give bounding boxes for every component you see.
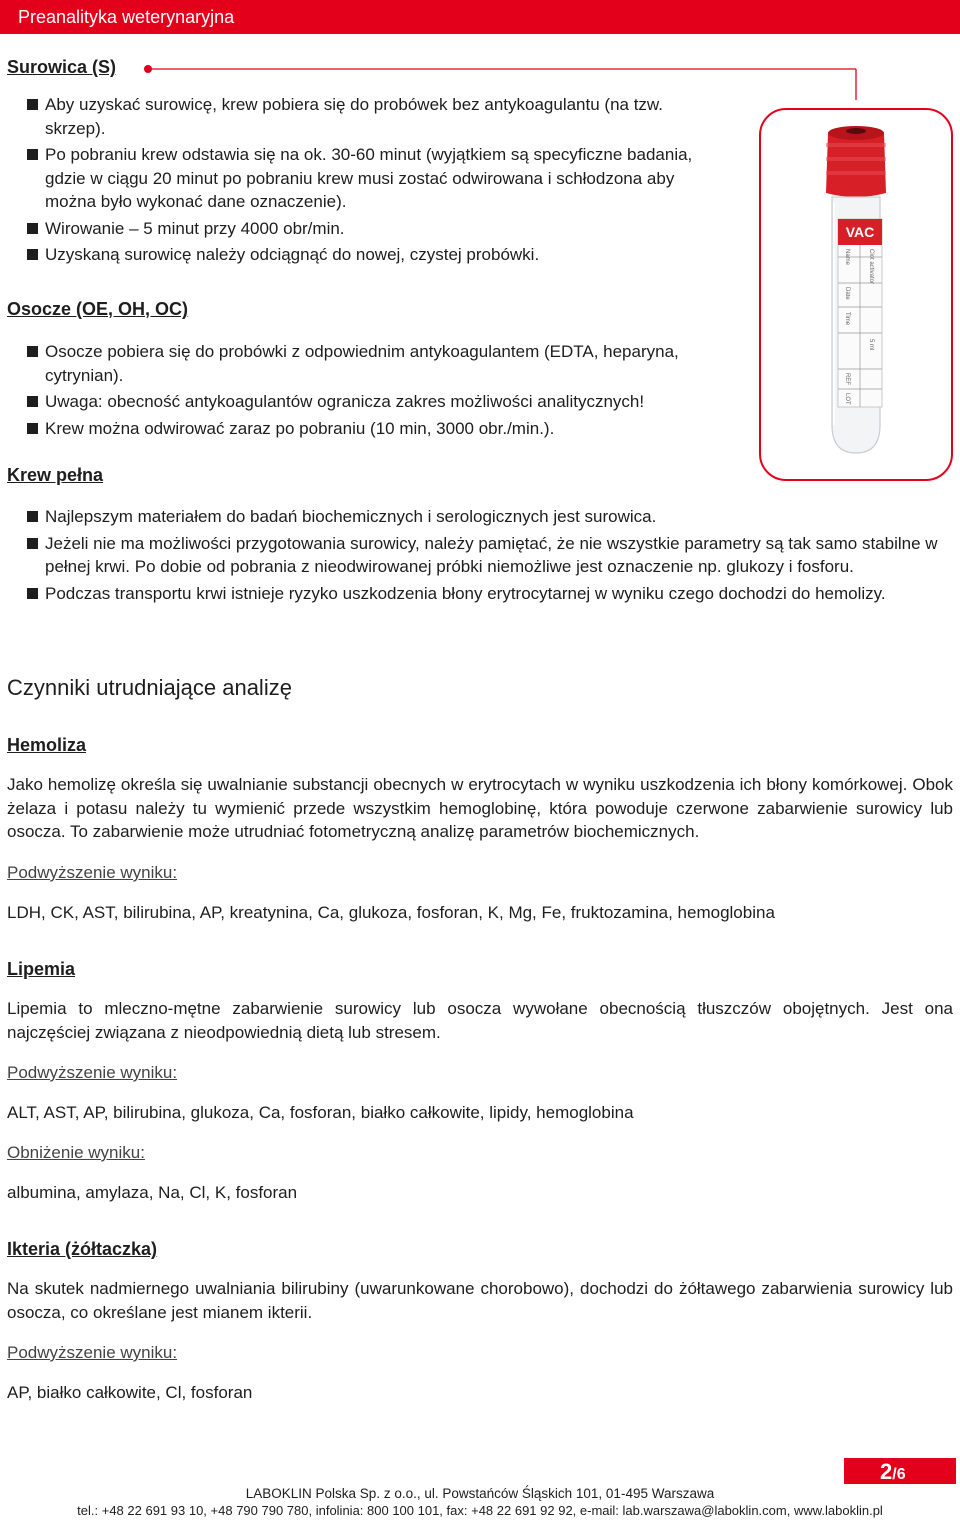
- bullet-square-icon: [27, 423, 38, 434]
- blood-tube-illustration: [758, 107, 954, 482]
- plasma-heading: Osocze (OE, OH, OC): [7, 299, 189, 319]
- bullet-square-icon: [27, 249, 38, 260]
- serum-heading: Surowica (S): [7, 57, 117, 77]
- list-item: Podczas transportu krwi istnieje ryzyko uszkodzenia błony erytrocytarnej w wyniku czego dochodzi do hemolizy.: [7, 582, 905, 606]
- page-total: /6: [892, 1466, 906, 1483]
- serum-bullet-list: [7, 93, 707, 270]
- tube-label-name: Name: [844, 249, 850, 266]
- icterus-text: Na skutek nadmiernego uwalniania bilirubiny (uwarunkowane chorobowo), dochodzi do żółtawego zabarwienia surowicy lub osocza, co określane jest mianem ikterii.: [7, 1279, 953, 1322]
- list-item: Uzyskaną surowicę należy odciągnąć do nowej, czystej probówki.: [7, 243, 707, 267]
- bullet-square-icon: [27, 346, 38, 357]
- whole-blood-heading: Krew pełna: [7, 465, 104, 485]
- bullet-square-icon: [27, 223, 38, 234]
- factors-heading: Czynniki utrudniające analizę: [7, 675, 292, 700]
- lipemia-decrease-label: Obniżenie wyniku:: [7, 1143, 145, 1162]
- lipemia-increase-label: Podwyższenie wyniku:: [7, 1063, 178, 1082]
- hemolysis-heading: Hemoliza: [7, 735, 87, 755]
- lipemia-increase-values: ALT, AST, AP, bilirubina, glukoza, Ca, fosforan, białko całkowite, lipidy, hemoglobina: [7, 1103, 634, 1122]
- lipemia-decrease-values: albumina, amylaza, Na, Cl, K, fosforan: [7, 1183, 298, 1202]
- bullet-square-icon: [27, 538, 38, 549]
- footer-company: LABOKLIN Polska Sp. z o.o., ul. Powstańców Śląskich 101, 01-495 Warszawa: [245, 1486, 715, 1501]
- footer-contact: tel.: +48 22 691 93 10, +48 790 790 780, infolinia: 800 100 101, fax: +48 22 691 92 92, e-mail: lab.warszawa@laboklin.com, www.laboklin.pl: [77, 1503, 883, 1518]
- icterus-heading: Ikteria (żółtaczka): [7, 1239, 158, 1259]
- bullet-square-icon: [27, 588, 38, 599]
- tube-label-time: Time: [844, 312, 850, 326]
- tube-brand-text: VAC: [845, 224, 875, 240]
- tube-label-date: Date: [844, 287, 850, 300]
- hemolysis-increase-label: Podwyższenie wyniku:: [7, 863, 178, 882]
- whole-blood-bullet-list: [7, 505, 955, 608]
- list-item: Aby uzyskać surowicę, krew pobiera się do probówek bez antykoagulantu (na tzw. skrzep).: [7, 93, 707, 140]
- list-item: Uwaga: obecność antykoagulantów ogranicza zakres możliwości analitycznych!: [7, 390, 737, 414]
- list-item: Jeżeli nie ma możliwości przygotowania surowicy, należy pamiętać, że nie wszystkie parametry są tak samo stabilne w pełnej krwi. Po dobie od pobrania z nieodwirowanej próbki niemożliwe jest oznaczenie np. glukozy i fosforu.: [7, 532, 955, 579]
- tube-label-ref: REF: [844, 373, 850, 385]
- connector-line: [0, 0, 960, 100]
- hemolysis-text: Jako hemolizę określa się uwalnianie substancji obecnych w erytrocytach w wyniku uszkodzenia ich błony komórkowej. Obok żelaza i potasu należy tu wymienić przede wszystkim hemoglobinę, która powoduje czerwone zabarwienie surowicy lub osocza. To zabarwienie może utrudniać fotometryczną analizę parametrów biochemicznych.: [7, 775, 953, 841]
- page-number: [880, 1460, 906, 1487]
- tube-label-clot: Clot activator: [868, 249, 874, 285]
- icterus-increase-label: Podwyższenie wyniku:: [7, 1343, 178, 1362]
- tube-label-volume: 5 ml: [868, 339, 874, 351]
- lipemia-text: Lipemia to mleczno-mętne zabarwienie surowicy lub osocza wywołane obecnością tłuszczów obojętnych. Jest ona najczęściej związana z nieodpowiednią dietą lub stresem.: [7, 999, 953, 1042]
- page-current: 2: [880, 1459, 893, 1484]
- lipemia-heading: Lipemia: [7, 959, 76, 979]
- bullet-square-icon: [27, 511, 38, 522]
- plasma-bullet-list: [7, 340, 737, 443]
- hemolysis-increase-values: LDH, CK, AST, bilirubina, AP, kreatynina, Ca, glukoza, fosforan, K, Mg, Fe, fruktozamina, hemoglobina: [7, 903, 775, 922]
- list-item: Wirowanie – 5 minut przy 4000 obr/min.: [7, 217, 707, 241]
- list-item: Po pobraniu krew odstawia się na ok. 30-60 minut (wyjątkiem są specyficzne badania, gdzie w ciągu 20 minut po pobraniu krew musi zostać odwirowana i schłodzona aby można było wykonać dane oznaczenie).: [7, 143, 707, 214]
- tube-label-lot: LOT: [844, 393, 850, 405]
- list-item: Krew można odwirować zaraz po pobraniu (10 min, 3000 obr./min.).: [7, 417, 737, 441]
- page-header-title: Preanalityka weterynaryjna: [18, 7, 235, 27]
- icterus-increase-values: AP, białko całkowite, Cl, fosforan: [7, 1383, 253, 1402]
- list-item: Osocze pobiera się do probówki z odpowiednim antykoagulantem (EDTA, heparyna, cytrynian).: [7, 340, 737, 387]
- blood-tube-image: [758, 107, 954, 482]
- list-item: Najlepszym materiałem do badań biochemicznych i serologicznych jest surowica.: [7, 505, 955, 529]
- bullet-square-icon: [27, 396, 38, 407]
- bullet-square-icon: [27, 149, 38, 160]
- bullet-square-icon: [27, 99, 38, 110]
